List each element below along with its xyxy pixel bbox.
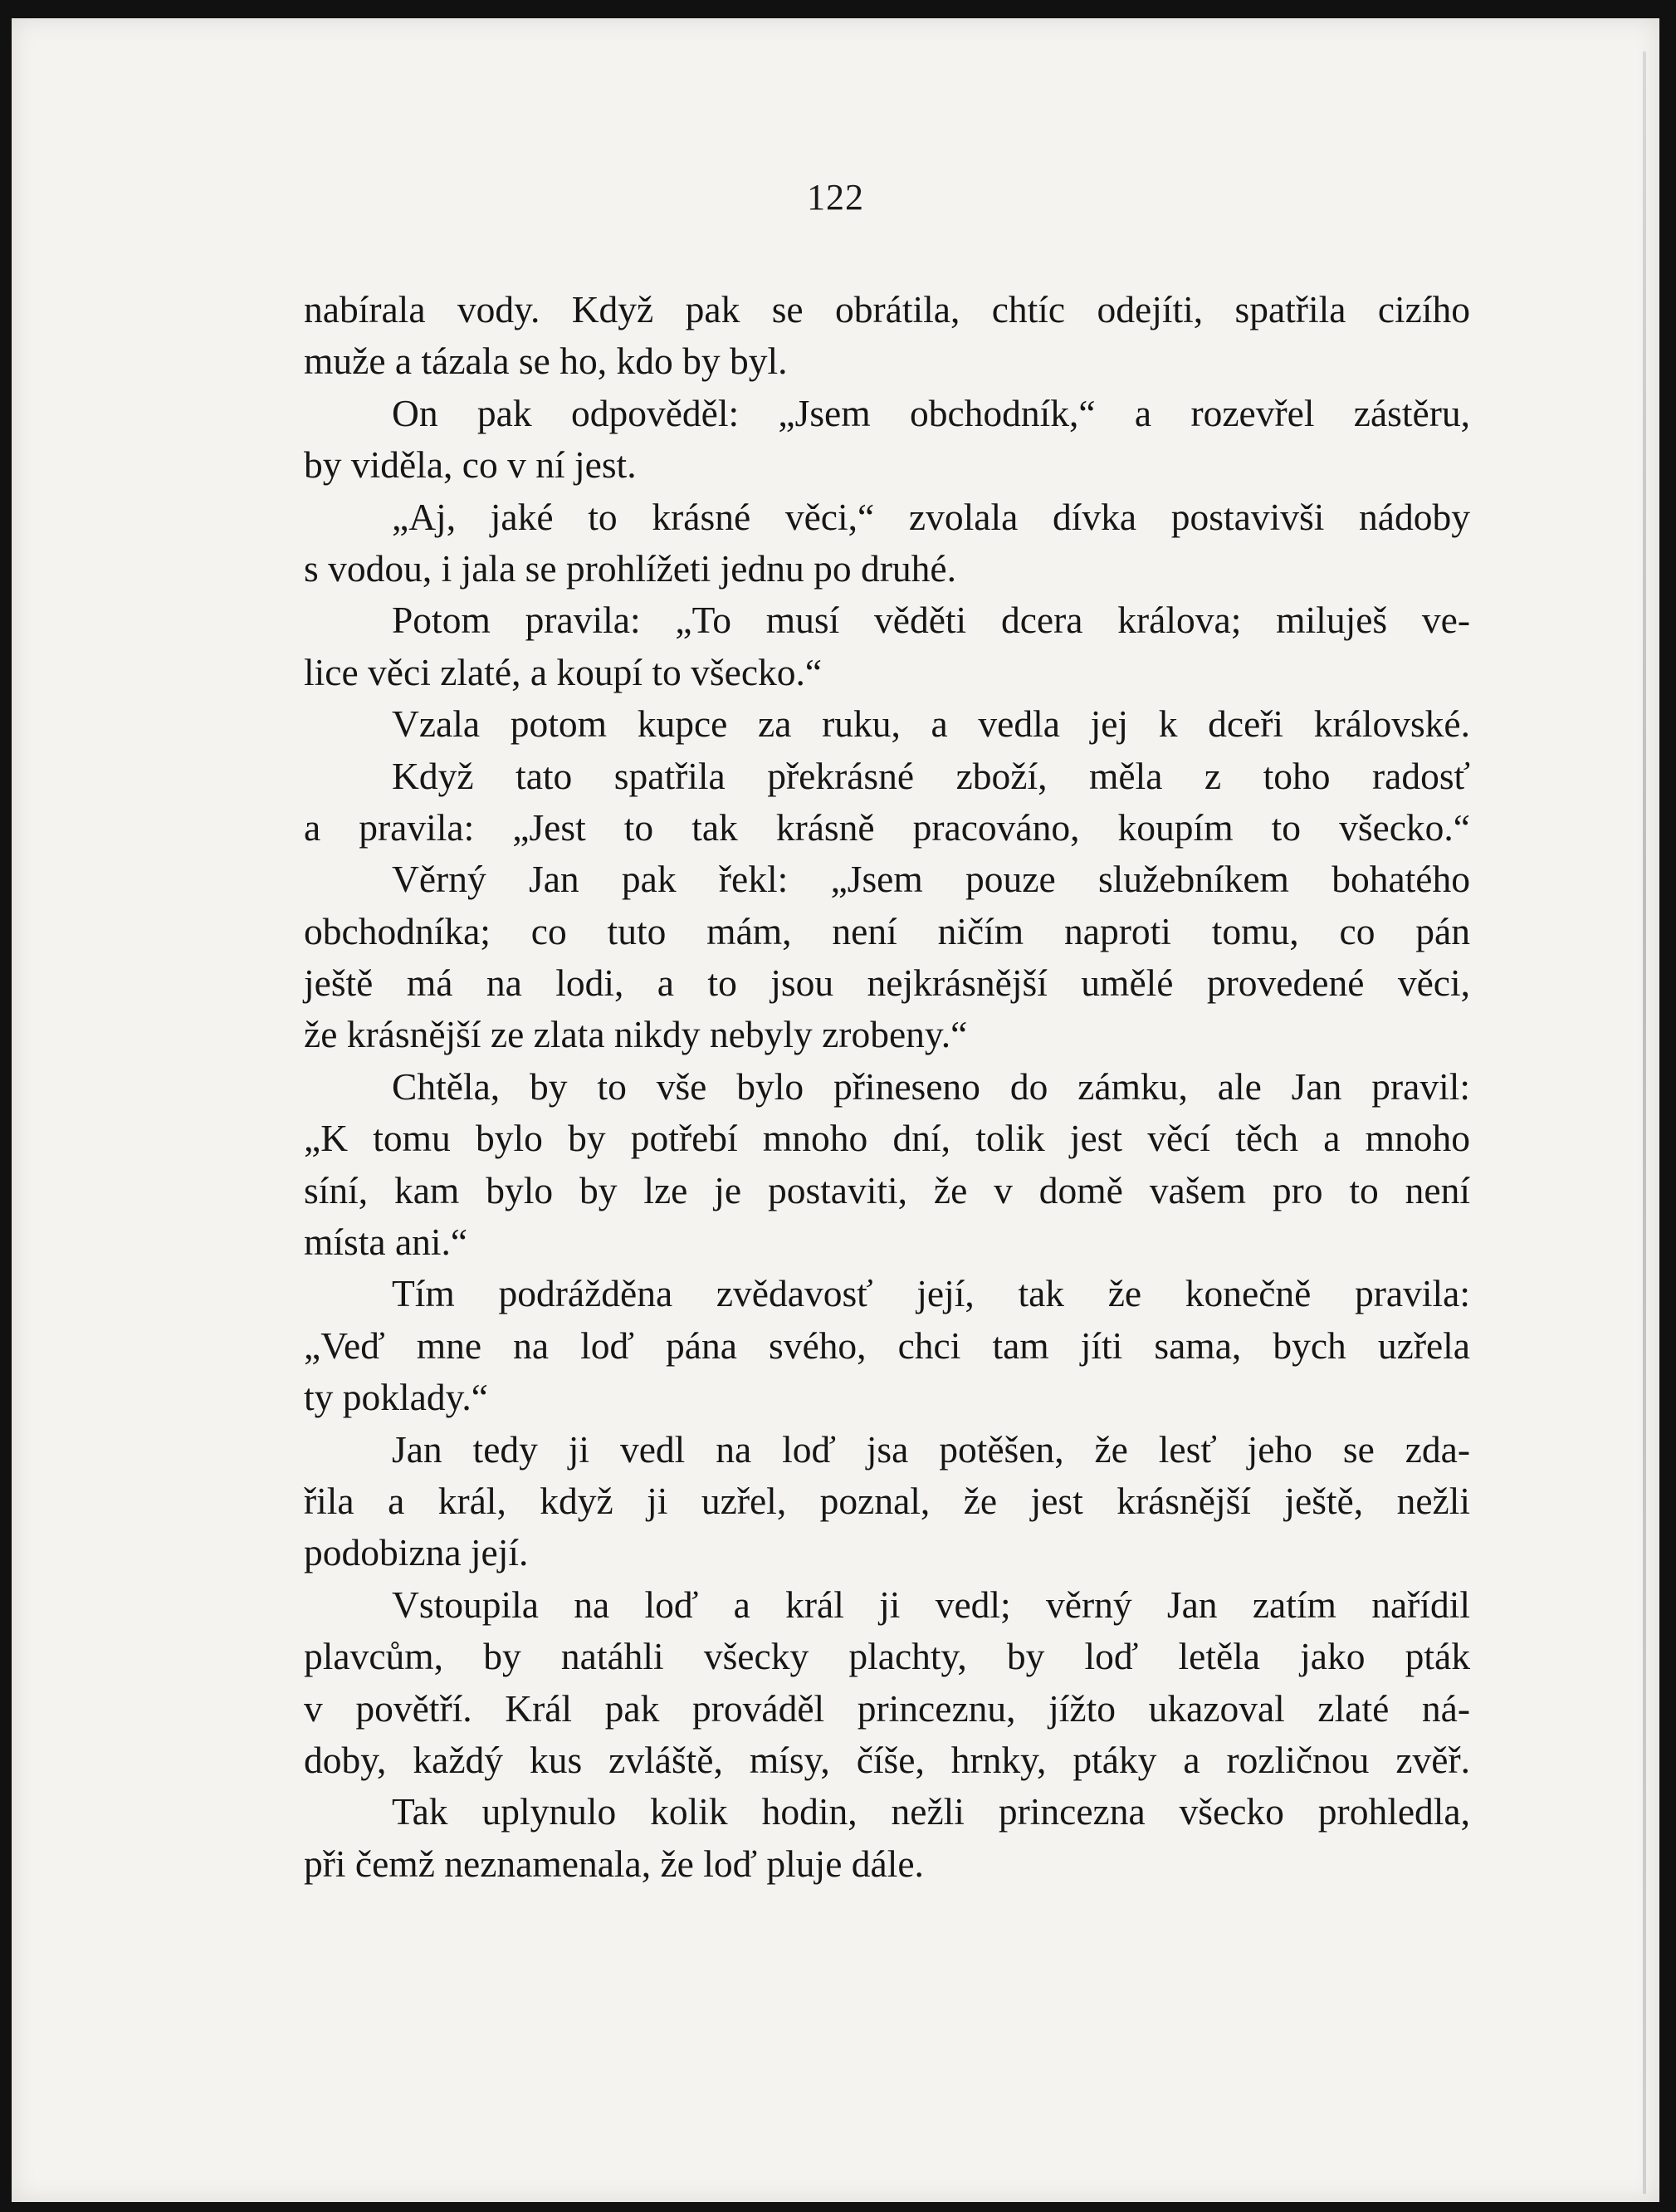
text-line: nabírala vody. Když pak se obrátila, chtíc odejíti, spatřila cizího [304, 288, 1470, 330]
text-line: ještě má na lodi, a to jsou nejkrásnější umělé provedené věci, [304, 962, 1470, 1005]
text-line: Jan tedy ji vedl na loď jsa potěšen, že lesť jeho se zda- [392, 1427, 1470, 1471]
text-line: Vstoupila na loď a král ji vedl; věrný Jan zatím nařídil [392, 1583, 1470, 1626]
text-line: Tím podrážděna zvědavosť její, tak že konečně pravila: [392, 1272, 1470, 1315]
text-line: plavcům, by natáhli všecky plachty, by loď letěla jako pták [304, 1635, 1470, 1678]
text-line: obchodníka; co tuto mám, není ničím naproti tomu, co pán [304, 909, 1470, 952]
book-page [12, 18, 1659, 2202]
text-line: Chtěla, by to vše bylo přineseno do zámku, ale Jan pravil: [392, 1064, 1470, 1108]
text-line: by viděla, co v ní jest. [304, 443, 637, 487]
page-edge [1643, 51, 1646, 2194]
text-line: muže a tázala se ho, kdo by byl. [304, 340, 788, 383]
text-line: „Veď mne na loď pána svého, chci tam jíti sama, bych uzřela [304, 1324, 1470, 1367]
text-line: „Aj, jaké to krásné věci,“ zvolala dívka postavivši nádoby [392, 495, 1470, 538]
text-line: a pravila: „Jest to tak krásně pracováno, koupím to všecko.“ [304, 805, 1470, 849]
text-line: podobizna její. [304, 1531, 529, 1574]
text-line: Věrný Jan pak řekl: „Jsem pouze služebníkem bohatého [392, 858, 1470, 901]
text-line: doby, každý kus zvláště, mísy, číše, hrnky, ptáky a rozličnou zvěř. [304, 1738, 1470, 1781]
text-line: Tak uplynulo kolik hodin, nežli princezna všecko prohledla, [392, 1790, 1470, 1833]
text-line: při čemž neznamenala, že loď pluje dále. [304, 1842, 924, 1885]
text-line: místa ani.“ [304, 1221, 468, 1264]
body-text [304, 284, 1470, 1890]
text-line: Když tato spatřila překrásné zboží, měla z toho radosť [392, 754, 1470, 797]
text-line: On pak odpověděl: „Jsem obchodník,“ a rozevřel zástěru, [392, 391, 1470, 434]
text-line: v povětří. Král pak prováděl princeznu, jížto ukazoval zlaté ná- [304, 1686, 1470, 1730]
text-line: „K tomu bylo by potřebí mnoho dní, tolik jest věcí těch a mnoho [304, 1117, 1470, 1160]
text-line: s vodou, i jala se prohlížeti jednu po druhé. [304, 546, 956, 590]
text-line: síní, kam bylo by lze je postaviti, že v domě vašem pro to není [304, 1168, 1470, 1211]
page-number: 122 [807, 177, 864, 218]
text-line: Vzala potom kupce za ruku, a vedla jej k dceři královské. [392, 702, 1470, 746]
text-line: že krásnější ze zlata nikdy nebyly zrobeny.“ [304, 1013, 968, 1056]
text-line: lice věci zlaté, a koupí to všecko.“ [304, 650, 823, 693]
text-line: Potom pravila: „To musí věděti dcera králova; miluješ ve- [392, 599, 1470, 642]
text-line: ty poklady.“ [304, 1376, 488, 1419]
text-line: řila a král, když ji uzřel, poznal, že jest krásnější ještě, nežli [304, 1479, 1470, 1522]
